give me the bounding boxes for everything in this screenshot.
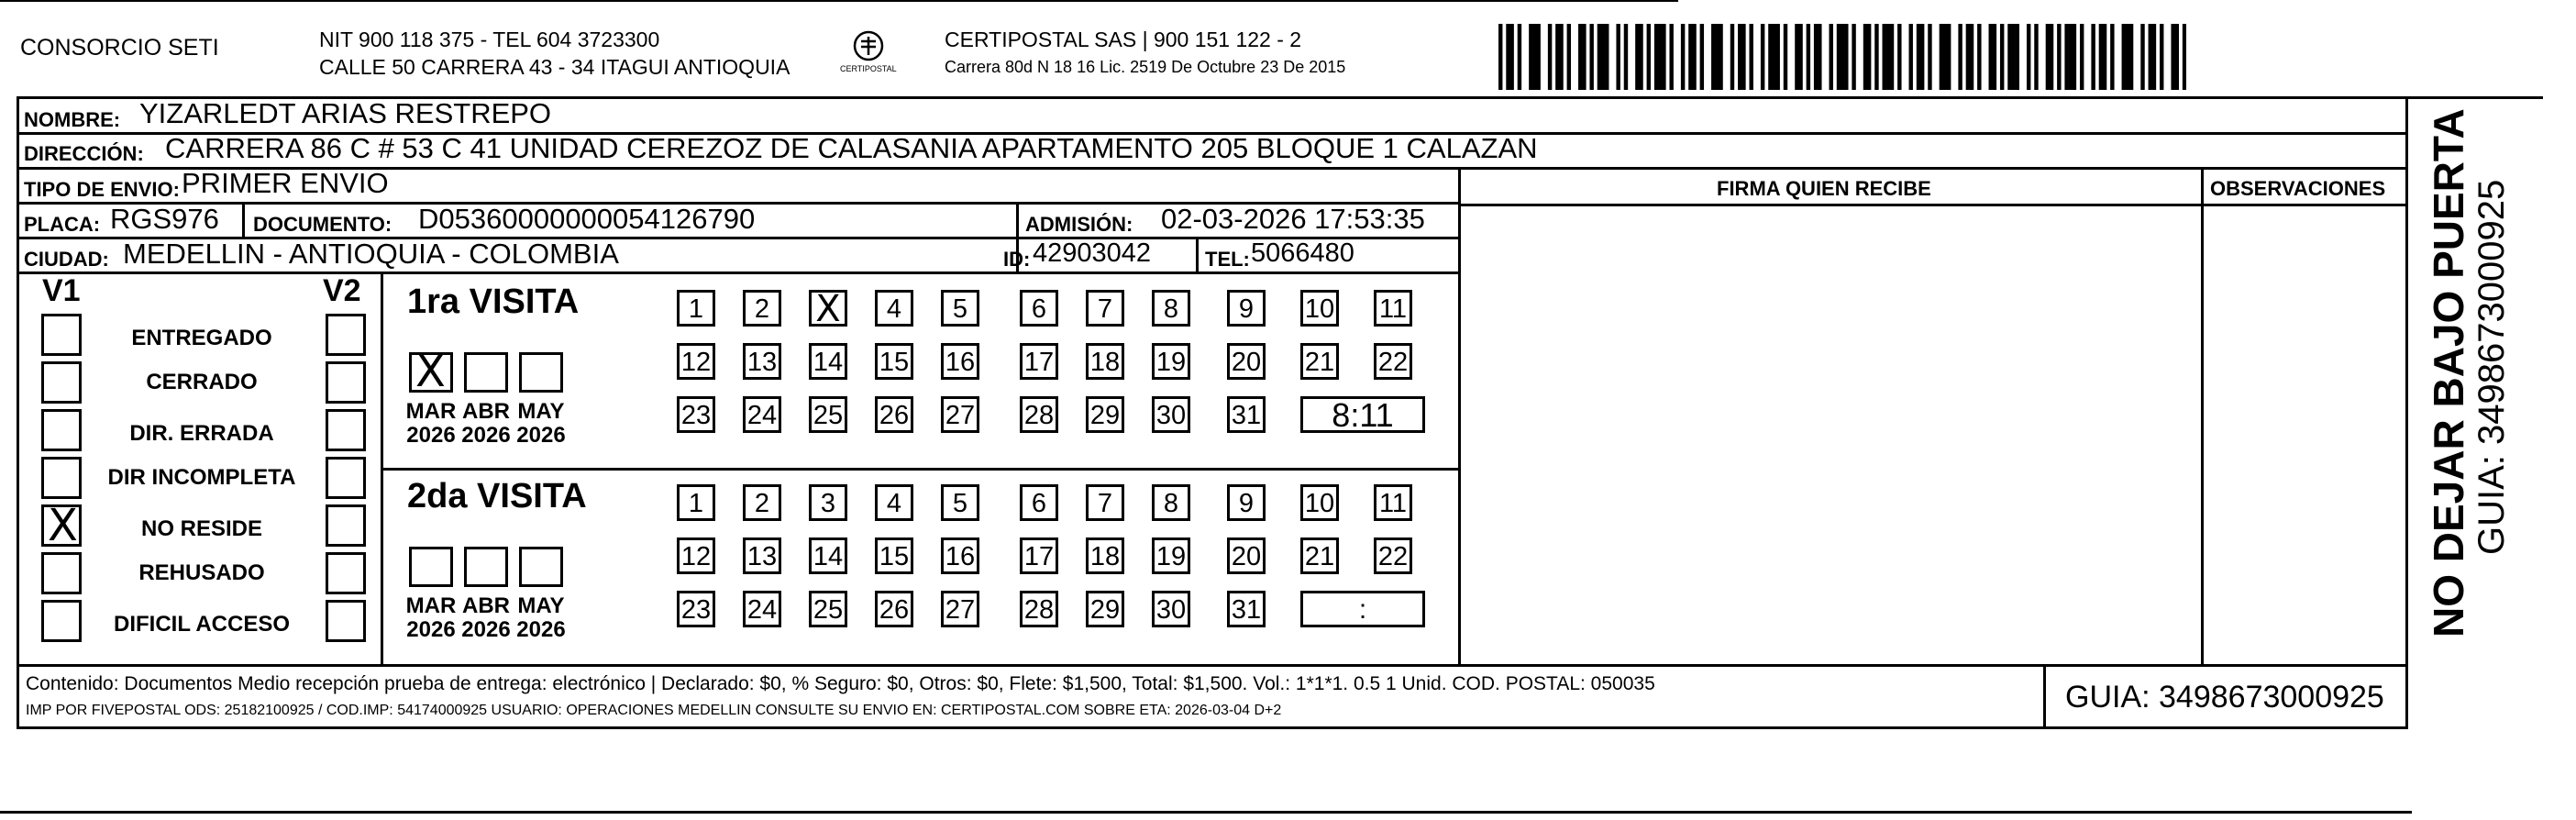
nombre-label: NOMBRE: bbox=[24, 108, 121, 131]
day-box[interactable]: 30 bbox=[1152, 396, 1190, 433]
day-box[interactable]: 12 bbox=[677, 537, 715, 574]
month-name: MAY bbox=[517, 399, 565, 424]
month-name: MAR bbox=[405, 593, 457, 618]
reason-label: DIR. ERRADA bbox=[129, 421, 274, 446]
observaciones-divider bbox=[2201, 167, 2204, 664]
day-box[interactable]: 15 bbox=[875, 537, 913, 574]
day-box[interactable]: 11 bbox=[1374, 290, 1412, 327]
day-box[interactable]: 9 bbox=[1227, 290, 1266, 327]
month-checkbox[interactable] bbox=[464, 352, 508, 393]
day-box[interactable]: 14 bbox=[809, 343, 847, 380]
month-name: ABR bbox=[462, 593, 510, 618]
ciudad-label: CIUDAD: bbox=[24, 248, 109, 271]
day-box[interactable]: 26 bbox=[875, 591, 913, 627]
day-box[interactable]: X bbox=[809, 290, 847, 327]
guia-box-divider bbox=[2043, 664, 2046, 729]
firma-divider bbox=[1458, 167, 1461, 664]
certipostal-line: CERTIPOSTAL SAS | 900 151 122 - 2 bbox=[945, 28, 1302, 51]
row-line bbox=[17, 271, 1461, 274]
day-box[interactable]: 20 bbox=[1227, 537, 1266, 574]
day-box[interactable]: 12 bbox=[677, 343, 715, 380]
day-box[interactable]: 2 bbox=[743, 484, 781, 521]
day-box[interactable]: 17 bbox=[1020, 343, 1058, 380]
day-box[interactable]: 17 bbox=[1020, 537, 1058, 574]
firma-label: FIRMA QUIEN RECIBE bbox=[1717, 177, 1931, 200]
day-box[interactable]: 6 bbox=[1020, 484, 1058, 521]
direccion-label: DIRECCIÓN: bbox=[24, 142, 144, 165]
day-box[interactable]: 24 bbox=[743, 396, 781, 433]
day-box[interactable]: 7 bbox=[1086, 484, 1124, 521]
time-box[interactable]: : bbox=[1300, 591, 1425, 627]
day-box[interactable]: 2 bbox=[743, 290, 781, 327]
day-box[interactable]: 22 bbox=[1374, 343, 1412, 380]
day-box[interactable]: 31 bbox=[1227, 591, 1266, 627]
day-box[interactable]: 4 bbox=[875, 484, 913, 521]
reason-label: DIFICIL ACCESO bbox=[113, 612, 290, 637]
contenido-line: Contenido: Documentos Medio recepción prueba de entrega: electrónico | Declarado: $0, % Seguro: $0, Otros: $0, Flete: $1,500, Total: $1,500. Vol.: 1*1*1. 0.5 1 Unid. COD. POSTAL: 050035 bbox=[26, 673, 1655, 694]
tel-value: 5066480 bbox=[1251, 238, 1354, 268]
day-box[interactable]: 21 bbox=[1300, 343, 1339, 380]
day-box[interactable]: 24 bbox=[743, 591, 781, 627]
day-box[interactable]: 25 bbox=[809, 591, 847, 627]
logo-text: CERTIPOSTAL bbox=[840, 64, 897, 73]
day-box[interactable]: 18 bbox=[1086, 343, 1124, 380]
first-visit-label: 1ra VISITA bbox=[407, 283, 580, 321]
day-box[interactable]: 16 bbox=[941, 343, 979, 380]
day-box[interactable]: 31 bbox=[1227, 396, 1266, 433]
month-year: 2026 bbox=[516, 617, 566, 642]
direccion-value: CARRERA 86 C # 53 C 41 UNIDAD CEREZOZ DE CALASANIA APARTAMENTO 205 BLOQUE 1 CALAZAN bbox=[165, 132, 1538, 164]
side-divider bbox=[2405, 96, 2408, 729]
v1-check-mark: X bbox=[48, 500, 78, 551]
documento-value: D05360000000054126790 bbox=[418, 203, 756, 235]
day-box[interactable]: 20 bbox=[1227, 343, 1266, 380]
day-box[interactable]: 3 bbox=[809, 484, 847, 521]
day-box[interactable]: 14 bbox=[809, 537, 847, 574]
license-line: Carrera 80d N 18 16 Lic. 2519 De Octubre 23 De 2015 bbox=[945, 58, 1346, 76]
tipo-envio-value: PRIMER ENVIO bbox=[182, 167, 389, 199]
certipostal-logo bbox=[836, 28, 901, 79]
time-box[interactable]: 8:11 bbox=[1300, 396, 1425, 433]
day-box[interactable]: 28 bbox=[1020, 396, 1058, 433]
month-year: 2026 bbox=[406, 617, 456, 642]
nit-line: NIT 900 118 375 - TEL 604 3723300 bbox=[319, 28, 660, 51]
day-box[interactable]: 29 bbox=[1086, 396, 1124, 433]
month-check-mark: X bbox=[415, 346, 446, 397]
month-name: MAR bbox=[405, 399, 457, 424]
id-label: ID: bbox=[1003, 248, 1031, 271]
cell-divider bbox=[242, 202, 245, 237]
day-box[interactable]: 27 bbox=[941, 396, 979, 433]
day-box[interactable]: 13 bbox=[743, 537, 781, 574]
day-box[interactable]: 28 bbox=[1020, 591, 1058, 627]
month-year: 2026 bbox=[461, 617, 511, 642]
bottom-rule bbox=[0, 811, 2412, 814]
day-box[interactable]: 8 bbox=[1152, 290, 1190, 327]
day-box[interactable]: 22 bbox=[1374, 537, 1412, 574]
month-checkbox[interactable] bbox=[519, 547, 563, 587]
day-box[interactable]: 21 bbox=[1300, 537, 1339, 574]
cell-divider bbox=[1196, 237, 1199, 271]
reason-label: CERRADO bbox=[146, 370, 258, 394]
day-box[interactable]: 30 bbox=[1152, 591, 1190, 627]
day-box[interactable]: 11 bbox=[1374, 484, 1412, 521]
day-box[interactable]: 18 bbox=[1086, 537, 1124, 574]
ciudad-value: MEDELLIN - ANTIOQUIA - COLOMBIA bbox=[123, 238, 619, 270]
month-year: 2026 bbox=[516, 423, 566, 448]
day-box[interactable]: 10 bbox=[1300, 290, 1339, 327]
day-box[interactable]: 1 bbox=[677, 290, 715, 327]
side-guia-text: GUIA: 3498673000925 bbox=[2471, 179, 2512, 555]
documento-label: DOCUMENTO: bbox=[253, 213, 392, 236]
day-box[interactable]: 23 bbox=[677, 396, 715, 433]
row-line bbox=[17, 664, 2408, 667]
reason-label: ENTREGADO bbox=[131, 326, 272, 350]
barcode bbox=[1498, 24, 2186, 90]
day-box[interactable]: 5 bbox=[941, 290, 979, 327]
day-box[interactable]: 7 bbox=[1086, 290, 1124, 327]
nombre-value: YIZARLEDT ARIAS RESTREPO bbox=[139, 97, 552, 129]
day-box[interactable]: 19 bbox=[1152, 343, 1190, 380]
day-box[interactable]: 10 bbox=[1300, 484, 1339, 521]
month-year: 2026 bbox=[406, 423, 456, 448]
no-dejar-text: NO DEJAR BAJO PUERTA bbox=[2425, 108, 2472, 637]
placa-label: PLACA: bbox=[24, 213, 101, 236]
day-box[interactable]: 19 bbox=[1152, 537, 1190, 574]
day-box[interactable]: 29 bbox=[1086, 591, 1124, 627]
reason-label: NO RESIDE bbox=[140, 516, 263, 541]
address-line: CALLE 50 CARRERA 43 - 34 ITAGUI ANTIOQUIA bbox=[319, 55, 790, 79]
day-box[interactable]: 4 bbox=[875, 290, 913, 327]
day-box[interactable]: 23 bbox=[677, 591, 715, 627]
day-box[interactable]: 1 bbox=[677, 484, 715, 521]
company-name: CONSORCIO SETI bbox=[20, 35, 219, 61]
day-box[interactable]: 5 bbox=[941, 484, 979, 521]
day-box[interactable]: 25 bbox=[809, 396, 847, 433]
placa-value: RGS976 bbox=[110, 203, 219, 235]
admision-value: 02-03-2026 17:53:35 bbox=[1161, 203, 1425, 235]
side-top-rule bbox=[2405, 96, 2543, 99]
v1-label: V1 bbox=[42, 273, 81, 308]
v2-label: V2 bbox=[323, 273, 361, 308]
id-value: 42903042 bbox=[1033, 238, 1152, 268]
day-box[interactable]: 13 bbox=[743, 343, 781, 380]
day-box[interactable]: 26 bbox=[875, 396, 913, 433]
guia-box: GUIA: 3498673000925 bbox=[2065, 680, 2384, 715]
day-box[interactable]: 8 bbox=[1152, 484, 1190, 521]
tel-label: TEL: bbox=[1205, 248, 1250, 271]
tipo-envio-label: TIPO DE ENVIO: bbox=[24, 178, 180, 201]
imp-line: IMP POR FIVEPOSTAL ODS: 25182100925 / COD.IMP: 54174000925 USUARIO: OPERACIONES MEDELLIN CONSULTE SU ENVIO EN: CERTIPOSTAL.COM SOBRE ETA: 2026-03-04 D+2 bbox=[26, 703, 1282, 718]
month-year: 2026 bbox=[461, 423, 511, 448]
admision-label: ADMISIÓN: bbox=[1025, 213, 1133, 236]
month-name: MAY bbox=[517, 593, 565, 618]
day-box[interactable]: 15 bbox=[875, 343, 913, 380]
month-checkbox[interactable] bbox=[519, 352, 563, 393]
reason-label: REHUSADO bbox=[138, 560, 265, 585]
observaciones-label: OBSERVACIONES bbox=[2210, 177, 2386, 200]
day-box[interactable]: 9 bbox=[1227, 484, 1266, 521]
day-box[interactable]: 16 bbox=[941, 537, 979, 574]
month-name: ABR bbox=[462, 399, 510, 424]
month-checkbox[interactable] bbox=[409, 547, 453, 587]
day-box[interactable]: 6 bbox=[1020, 290, 1058, 327]
reason-label: DIR INCOMPLETA bbox=[107, 465, 296, 490]
visit-divider bbox=[381, 468, 1461, 471]
month-checkbox[interactable] bbox=[464, 547, 508, 587]
row-line bbox=[1458, 204, 2408, 206]
month-checkbox[interactable] bbox=[409, 346, 453, 397]
day-box[interactable]: 27 bbox=[941, 591, 979, 627]
top-rule bbox=[0, 0, 1678, 2]
second-visit-label: 2da VISITA bbox=[407, 477, 587, 515]
